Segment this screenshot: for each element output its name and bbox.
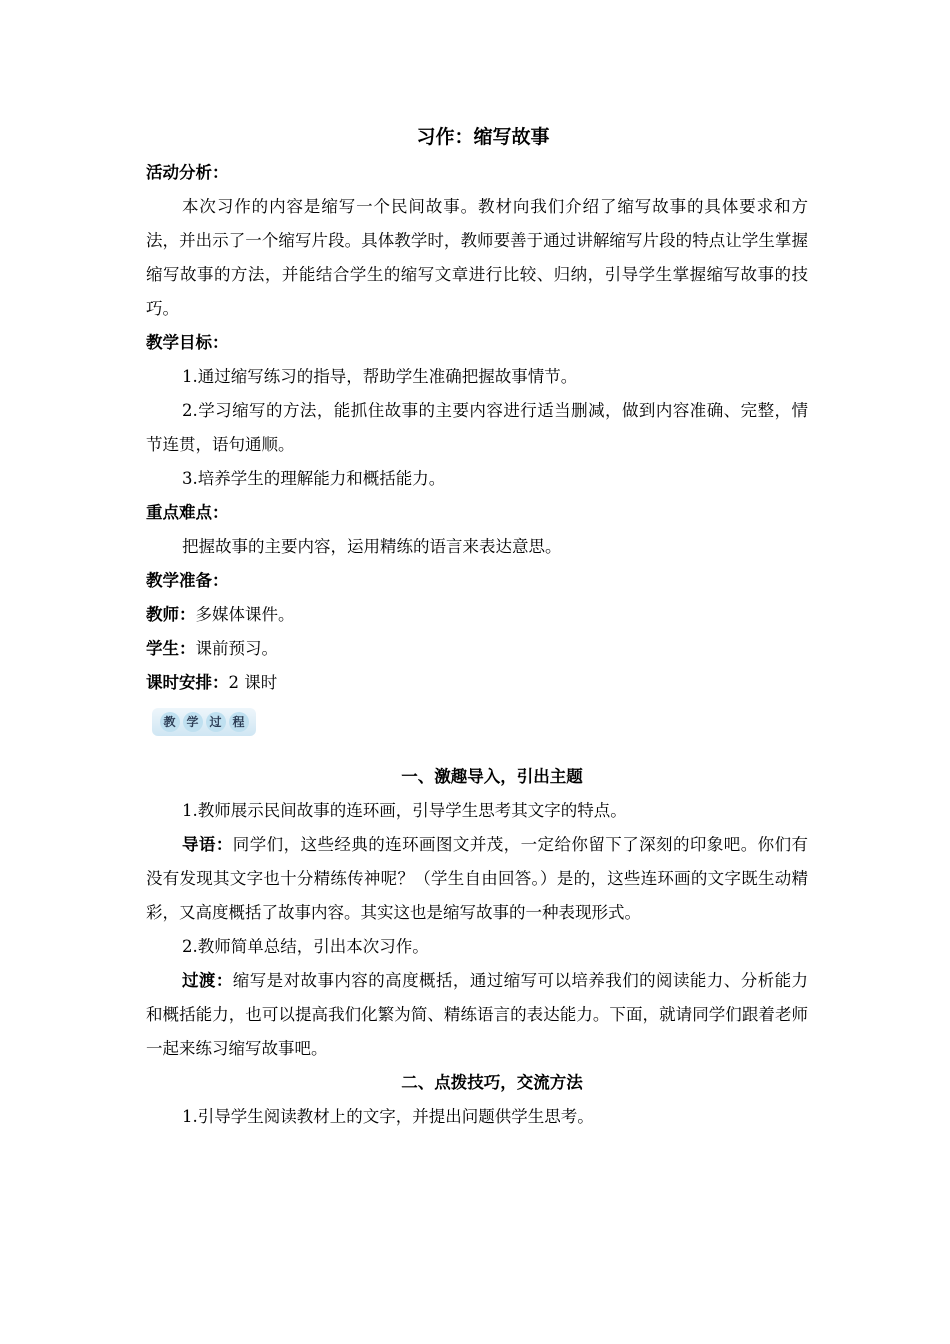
section-1-paragraph-2: 2.教师简单总结，引出本次习作。 <box>182 937 429 956</box>
goal-item-2: 2.学习缩写的方法，能抓住故事的主要内容进行适当删减，做到内容准确、完整，情节连贯，语句通顺。 <box>146 401 808 454</box>
teacher-prep-line <box>146 598 808 632</box>
section-1-lead-paragraph <box>146 828 808 930</box>
banner-char-1: 教 <box>160 712 180 732</box>
banner-char-2: 学 <box>183 712 203 732</box>
student-prep-text: 课前预习。 <box>195 639 278 658</box>
analysis-paragraph: 本次习作的内容是缩写一个民间故事。教材向我们介绍了缩写故事的具体要求和方法，并出示了一个缩写片段。具体教学时，教师要善于通过讲解缩写片段的特点让学生掌握缩写故事的方法，并能结合学生的缩写文章进行比较、归纳，引导学生掌握缩写故事的技巧。 <box>146 197 808 318</box>
teaching-process-banner-wrap <box>146 700 808 760</box>
transition-text: 缩写是对故事内容的高度概括，通过缩写可以培养我们的阅读能力、分析能力和概括能力，也可以提高我们化繁为简、精练语言的表达能力。下面，就请同学们跟着老师一起来练习缩写故事吧。 <box>146 971 809 1058</box>
teaching-process-banner <box>152 708 256 736</box>
transition-label: 过渡： <box>182 971 233 990</box>
section-2-paragraph-1: 1.引导学生阅读教材上的文字，并提出问题供学生思考。 <box>182 1107 594 1126</box>
teacher-prep-text: 多媒体课件。 <box>195 605 295 624</box>
student-label: 学生： <box>146 639 196 658</box>
banner-char-4: 程 <box>229 712 249 732</box>
student-prep-line <box>146 632 808 666</box>
goals-heading: 教学目标： <box>146 333 229 352</box>
preparation-heading: 教学准备： <box>146 571 229 590</box>
schedule-line <box>146 666 808 700</box>
section-1-paragraph-1: 1.教师展示民间故事的连环画，引导学生思考其文字的特点。 <box>182 801 627 820</box>
banner-char-3: 过 <box>206 712 226 732</box>
teacher-label: 教师： <box>146 605 196 624</box>
goal-item-3: 3.培养学生的理解能力和概括能力。 <box>182 469 446 488</box>
document-title: 习作：缩写故事 <box>416 126 550 148</box>
lead-label: 导语： <box>182 835 233 854</box>
schedule-label: 课时安排： <box>146 673 229 692</box>
analysis-heading: 活动分析： <box>146 163 229 182</box>
key-points-heading: 重点难点： <box>146 503 229 522</box>
lead-text: 同学们，这些经典的连环画图文并茂，一定给你留下了深刻的印象吧。你们有没有发现其文字也十分精练传神呢？（学生自由回答。）是的，这些连环画的文字既生动精彩，又高度概括了故事内容。其实这也是缩写故事的一种表现形式。 <box>146 835 809 922</box>
section-1-heading: 一、激趣导入，引出主题 <box>401 767 583 786</box>
goal-item-1: 1.通过缩写练习的指导，帮助学生准确把握故事情节。 <box>182 367 578 386</box>
section-1-transition-paragraph <box>146 964 808 1066</box>
schedule-text: 2 课时 <box>228 673 278 692</box>
key-points-paragraph: 把握故事的主要内容，运用精练的语言来表达意思。 <box>182 537 562 556</box>
section-2-heading: 二、点拨技巧，交流方法 <box>401 1073 583 1092</box>
document-page <box>146 118 808 1134</box>
